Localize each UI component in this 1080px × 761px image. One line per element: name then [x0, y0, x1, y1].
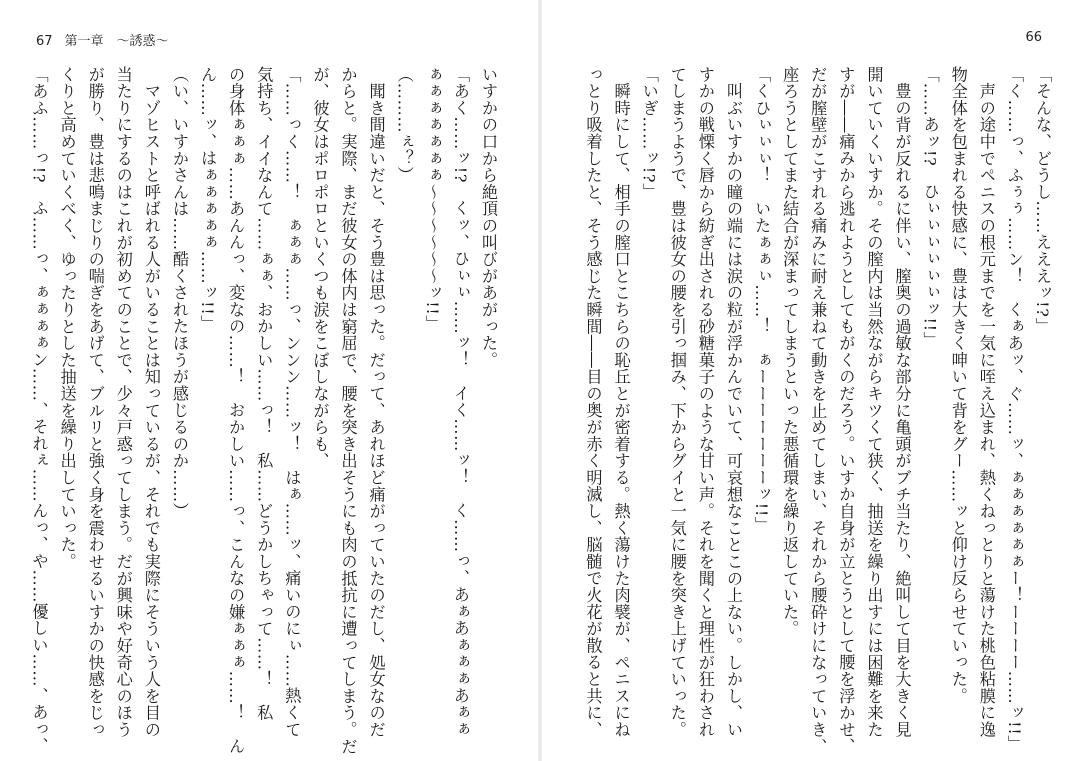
left-page-body: [29, 66, 502, 755]
text-line: 豊の背が反れるに伴い、膣奥の過敏な部分に亀頭がブチ当たり、絶叫して目を大きく見: [892, 66, 912, 738]
text-line: いすかの口から絶頂の叫びがあがった。: [479, 66, 498, 369]
right-page-number: 66: [1025, 30, 1042, 45]
text-line: 「いぎ……ッ!?」: [639, 66, 659, 200]
left-page-number: 67: [36, 34, 53, 49]
text-line: てしまうようで、豊は彼女の腰を引っ掴み、下からグイと一気に腰を突き上げていった。: [667, 66, 687, 738]
text-line: の身体ぁぁぁ……あんんっ、変なの……！ おかしい……っ、こんなの嫌ぁぁぁ……！ ん: [226, 66, 246, 755]
text-line: マゾヒストと呼ばれる人がいることは知っているが、それでも実際にそういう人を目の: [141, 66, 161, 738]
left-page-header: [36, 30, 169, 49]
text-line: 「そんな、どうし……えええッ!?」: [1033, 66, 1052, 335]
text-line: 開いていくいすか。その膣内は当然ながらキツくて狭く、抽送を繰り出すには困難を来た: [864, 66, 884, 738]
text-line: が勝り、豊は悲鳴まじりの喘ぎをあげて、ブルリと強く身を震わせるいすかの快感をじっ: [85, 66, 105, 738]
text-line: 座ろうとしてまた結合が深まってしまうといった悪循環を繰り返していた。: [780, 66, 800, 638]
text-line: 声の途中でペニスの根元までを一気に咥え込まれ、熱くねっとりと蕩けた桃色粘膜に逸: [976, 66, 996, 738]
text-line: が、彼女はポロポロといくつも涙をこぼしながらも、: [310, 66, 330, 470]
text-line: （い、いすかさんは……酷くされたほうが感じるのか……）: [169, 66, 189, 520]
text-line: ぁぁぁぁぁぁぁ〜〜〜〜〜〜ッ!!」: [422, 66, 442, 333]
right-page-body: [574, 66, 1056, 755]
text-line: 当たりにするのはこれが初めてのことで、少々戸惑ってしまう。だが興味や好奇心のほう: [113, 66, 133, 738]
text-line: すが――痛みから逃れようとしてもがくのだろう。いすか自身が立とうとして腰を浮かせ、: [836, 66, 856, 755]
text-line: 聞き間違いだと、そう豊は思った。だって、あれほど痛がっていたのだし、処女なのだ: [366, 66, 386, 738]
text-line: 「くひぃぃぃ！ いたぁぁぃ……！ ぁーーーーーーーッ!!」: [752, 66, 772, 534]
text-line: すかの戦慄く唇から紡ぎ出される砂糖菓子のような甘い声。それを聞くと理性が狂わされ: [695, 66, 715, 738]
text-line: 「く……っ、ふぅぅ……ン！ くぁあッ、ぐ……ッ、ぁぁぁぁぁぁー！ーーーー……ッ!!」: [1004, 66, 1024, 753]
text-line: くりと高めていくべく、ゆったりとした抽送を繰り出していった。: [57, 66, 77, 570]
text-line: 物全体を包まれる快感に、豊は大きく呻いて背をグー……ッと仰け反らせていった。: [948, 66, 968, 705]
text-line: 「……あッ!? ひぃぃぃぃぃぃッ!!」: [920, 66, 940, 349]
right-page: [540, 0, 1080, 761]
text-line: 「……っく……！ ぁぁぁ……っ、ンンン……ッ！ はぁ……ッ、痛いのにぃ……熱くて: [282, 66, 302, 738]
text-line: 気持ち、イイなんて……ぁぁ、おかしい……っ！ 私……どうかしちゃって……！ 私: [254, 66, 274, 722]
text-line: 瞬時にして、相手の膣口とこちらの恥丘とが密着する。熱く蕩けた肉襞が、ペニスにね: [611, 66, 631, 738]
text-line: 叫ぶいすかの瞳の端には涙の粒が浮かんでいて、可哀想なことこの上ない。しかし、い: [723, 66, 743, 738]
text-line: ん……ッ、はぁぁぁぁぁ……ッ!!」: [198, 66, 218, 333]
text-line: 「あふ……っ!? ふ……っ、ぁぁぁぁン……、それぇ……んっ、や……優しい……、あっ、: [29, 66, 49, 755]
text-line: 「あく……ッ!? くッ、ひぃぃ……ッ！ イく……ッ！ く……っ、あぁあぁぁぁあぁぁ: [450, 66, 470, 738]
text-line: だが膣壁がこすれる痛みに耐え兼ねて動きを止めてしまい、それから腰砕けになっていき、: [808, 66, 828, 755]
running-head: 第一章 〜誘惑〜: [64, 34, 169, 49]
text-line: からと。実際、まだ彼女の体内は窮屈で、腰を突き出そうにも肉の抵抗に遭ってしまう。だ: [338, 66, 358, 755]
text-line: （………ぇ？）: [394, 66, 414, 184]
text-line: っとり吸着したと、そう感じた瞬間――目の奥が赤く明滅し、脳髄で火花が散ると共に、: [583, 66, 603, 738]
